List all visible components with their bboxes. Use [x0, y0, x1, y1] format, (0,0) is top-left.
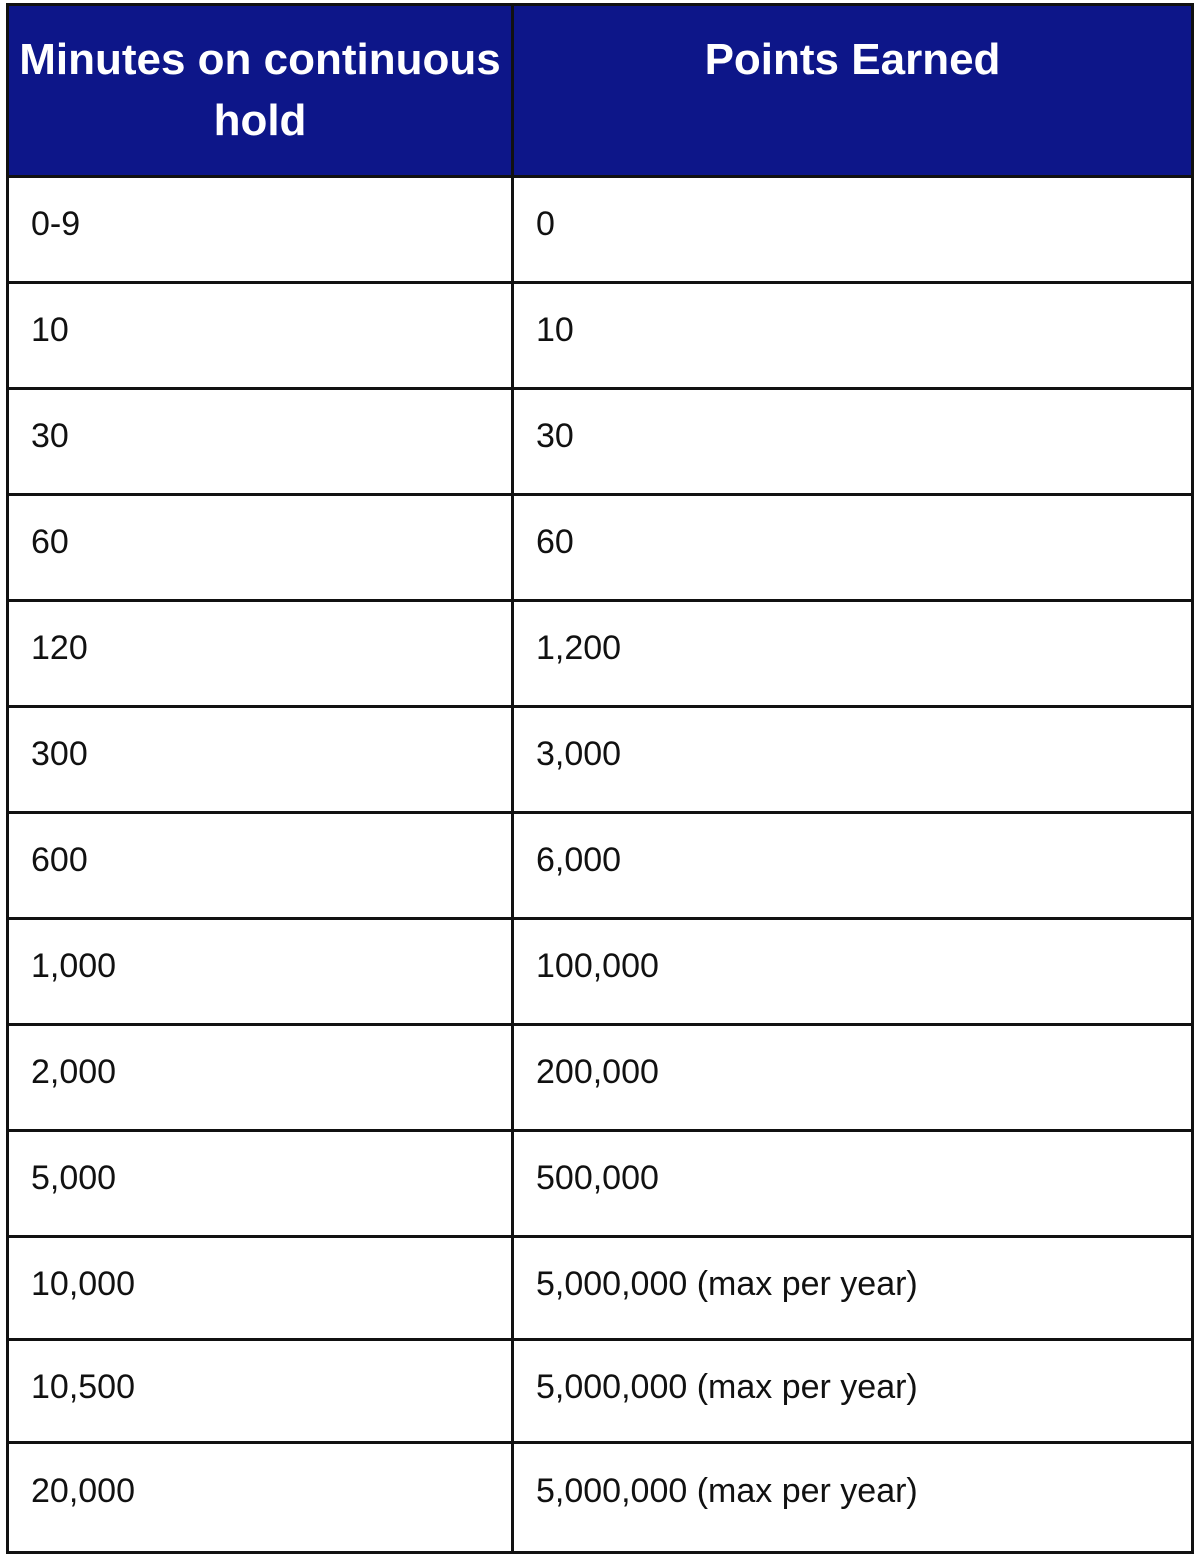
points-cell: 5,000,000 (max per year) [513, 1340, 1193, 1443]
points-cell: 500,000 [513, 1131, 1193, 1237]
minutes-column-header: Minutes on continuous hold [8, 5, 513, 177]
table-row [8, 601, 1193, 707]
table-row [8, 1025, 1193, 1131]
points-cell: 100,000 [513, 919, 1193, 1025]
minutes-cell: 10 [8, 283, 513, 389]
points-cell: 60 [513, 495, 1193, 601]
points-cell: 0 [513, 177, 1193, 283]
minutes-cell: 0-9 [8, 177, 513, 283]
points-cell: 6,000 [513, 813, 1193, 919]
points-cell: 30 [513, 389, 1193, 495]
table-row [8, 1131, 1193, 1237]
minutes-cell: 20,000 [8, 1443, 513, 1553]
header-row [8, 5, 1193, 177]
minutes-cell: 2,000 [8, 1025, 513, 1131]
minutes-cell: 10,000 [8, 1237, 513, 1340]
points-cell: 200,000 [513, 1025, 1193, 1131]
points-cell: 5,000,000 (max per year) [513, 1237, 1193, 1340]
points-cell: 10 [513, 283, 1193, 389]
minutes-cell: 5,000 [8, 1131, 513, 1237]
table-row [8, 1237, 1193, 1340]
minutes-cell: 10,500 [8, 1340, 513, 1443]
minutes-cell: 1,000 [8, 919, 513, 1025]
table-row [8, 495, 1193, 601]
table-row [8, 707, 1193, 813]
minutes-cell: 120 [8, 601, 513, 707]
minutes-cell: 300 [8, 707, 513, 813]
minutes-cell: 600 [8, 813, 513, 919]
points-table [6, 3, 1194, 1554]
table-row [8, 177, 1193, 283]
table-row [8, 389, 1193, 495]
points-cell: 3,000 [513, 707, 1193, 813]
table-row [8, 919, 1193, 1025]
table-row [8, 813, 1193, 919]
minutes-cell: 30 [8, 389, 513, 495]
minutes-cell: 60 [8, 495, 513, 601]
table-row [8, 1443, 1193, 1553]
table-row [8, 283, 1193, 389]
table-row [8, 1340, 1193, 1443]
points-cell: 1,200 [513, 601, 1193, 707]
points-cell: 5,000,000 (max per year) [513, 1443, 1193, 1553]
points-column-header: Points Earned [513, 5, 1193, 177]
